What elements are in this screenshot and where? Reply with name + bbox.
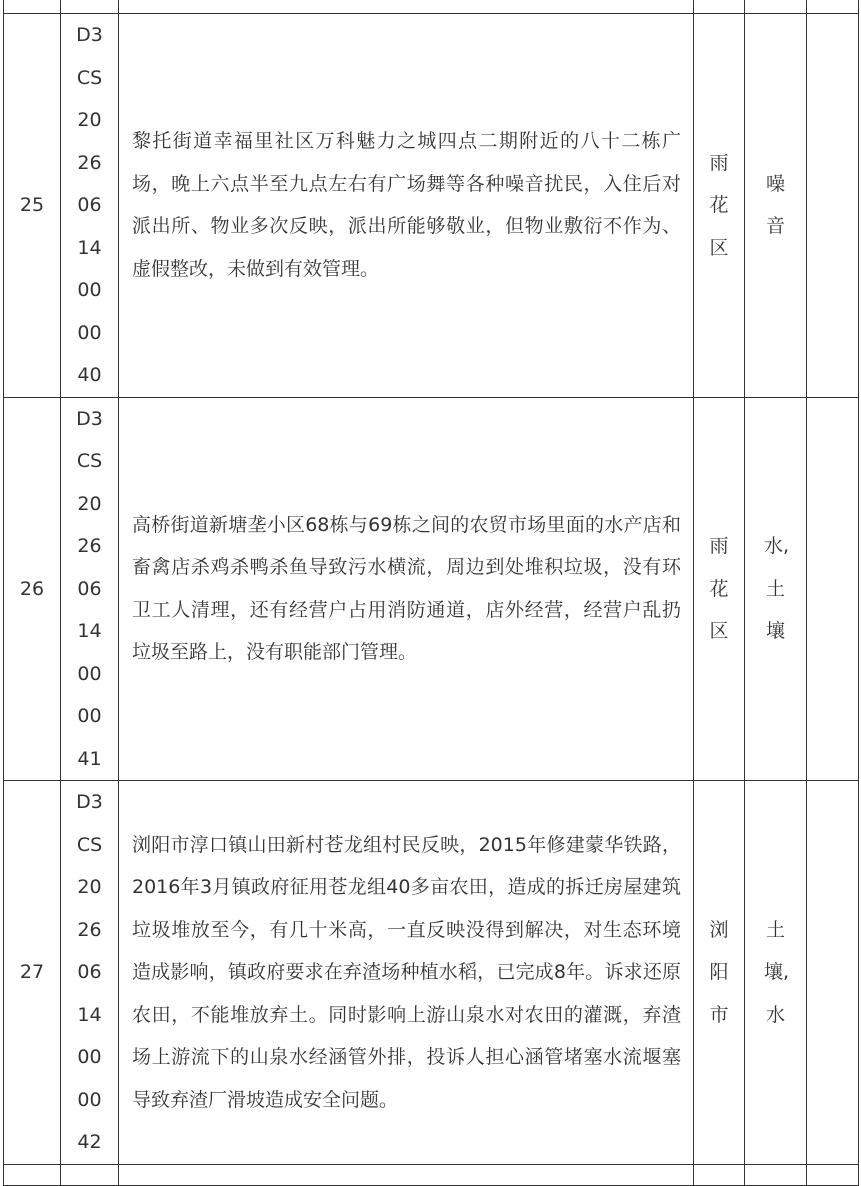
table-row <box>4 14 859 398</box>
row-number: 25 <box>4 14 61 398</box>
complaint-table <box>3 0 859 1186</box>
district: 雨花区 <box>694 397 745 781</box>
table-cell <box>4 1164 61 1185</box>
table-cell <box>694 0 745 14</box>
complaint-description: 高桥街道新塘垄小区68栋与69栋之间的农贸市场里面的水产店和畜禽店杀鸡杀鸭杀鱼导致污水横流，周边到处堆积垃圾，没有环卫工人清理，还有经营户占用消防通道，店外经营，经营户乱扔垃圾至路上，没有职能部门管理。 <box>119 397 694 781</box>
row-number: 26 <box>4 397 61 781</box>
district: 雨花区 <box>694 14 745 398</box>
table-cell <box>61 1164 119 1185</box>
case-code: D3CS20260614000042 <box>61 781 119 1165</box>
table-row <box>4 397 859 781</box>
table-cell <box>745 0 807 14</box>
table-cell <box>61 0 119 14</box>
pollution-type: 噪音 <box>745 14 807 398</box>
table-row <box>4 781 859 1165</box>
table-cell <box>4 0 61 14</box>
empty-cell <box>807 781 859 1165</box>
complaint-description: 浏阳市淳口镇山田新村苍龙组村民反映，2015年修建蒙华铁路，2016年3月镇政府征用苍龙组40多亩农田，造成的拆迁房屋建筑垃圾堆放至今，有几十米高，一直反映没得到解决，对生态环境造成影响，镇政府要求在弃渣场种植水稻，已完成8年。诉求还原农田，不能堆放弃土。同时影响上游山泉水对农田的灌溉，弃渣场上游流下的山泉水经涵管外排，投诉人担心涵管堵塞水流堰塞导致弃渣厂滑坡造成安全问题。 <box>119 781 694 1165</box>
table-cell <box>694 1164 745 1185</box>
table-cell <box>119 0 694 14</box>
empty-cell <box>807 14 859 398</box>
case-code: D3CS20260614000040 <box>61 14 119 398</box>
pollution-type: 土壤,水 <box>745 781 807 1165</box>
table-row-next <box>4 1164 859 1185</box>
case-code: D3CS20260614000041 <box>61 397 119 781</box>
pollution-type: 水,土壤 <box>745 397 807 781</box>
table-cell <box>119 1164 694 1185</box>
table-cell <box>807 1164 859 1185</box>
row-number: 27 <box>4 781 61 1165</box>
complaint-description: 黎托街道幸福里社区万科魅力之城四点二期附近的八十二栋广场，晚上六点半至九点左右有广场舞等各种噪音扰民，入住后对派出所、物业多次反映，派出所能够敬业，但物业敷衍不作为、虚假整改，未做到有效管理。 <box>119 14 694 398</box>
table-cell <box>745 1164 807 1185</box>
empty-cell <box>807 397 859 781</box>
table-row-previous <box>4 0 859 14</box>
table-cell <box>807 0 859 14</box>
district: 浏阳市 <box>694 781 745 1165</box>
